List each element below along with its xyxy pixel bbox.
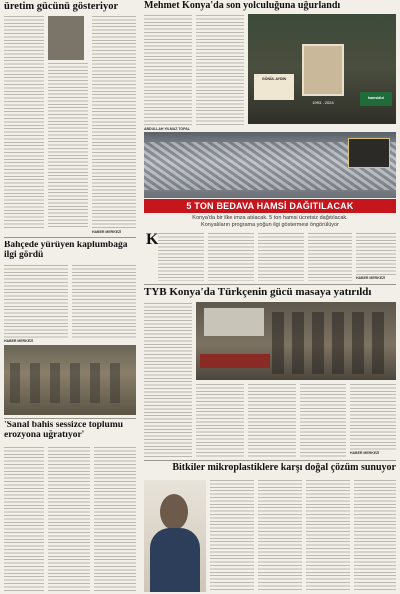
article-text (48, 63, 88, 228)
byline: HABER MERKEZİ (356, 276, 386, 280)
byline: HABER MERKEZİ (92, 230, 122, 234)
bitkiler-headline: Bitkiler mikroplastiklere karşı doğal çözüm sunuyor (172, 463, 396, 473)
table (200, 354, 270, 368)
article-text (72, 265, 136, 339)
turtle-photo (4, 345, 136, 415)
divider (144, 460, 396, 461)
article-text (4, 16, 44, 228)
drop-cap: K (146, 232, 159, 248)
article-text (354, 480, 396, 592)
article-text (350, 384, 396, 450)
head-shape (160, 494, 188, 530)
wreath-card (254, 74, 294, 100)
article-text (196, 15, 244, 125)
hamsi-banner: 5 TON BEDAVA HAMSİ DAĞITILACAK (144, 199, 396, 213)
people-silhouettes (10, 363, 130, 403)
article-text (94, 447, 136, 592)
divider (144, 284, 396, 285)
portrait-photo (48, 16, 84, 60)
body-shape (150, 528, 200, 592)
article-text (4, 265, 68, 339)
portrait-frame (302, 44, 344, 96)
hamsi-subhead-2: Konyalıların programa yoğun ilgi göstermesi öngörülüyor (201, 222, 339, 228)
badge-text: hamsidizi (368, 96, 384, 100)
article-text (258, 480, 302, 592)
wreath-text: GÖNÜL AYDIN (262, 77, 286, 81)
article-text (356, 233, 396, 275)
byline: HABER MERKEZİ (350, 451, 380, 455)
byline: HABER MERKEZİ (4, 339, 34, 343)
woman-portrait (144, 480, 206, 592)
fish-photo (144, 132, 396, 198)
article-text (158, 233, 204, 281)
article-text (258, 233, 304, 281)
article-text (308, 233, 352, 281)
article-text (210, 480, 254, 592)
article-text (144, 15, 192, 125)
divider (4, 237, 136, 238)
top-left-headline: üretim gücünü gösteriyor (4, 1, 119, 12)
article-text (248, 384, 296, 458)
screen (204, 308, 264, 336)
article-text (48, 447, 90, 592)
mehmet-headline: Mehmet Konya'da son yolculuğuna uğurlandı (144, 1, 341, 11)
funeral-photo (248, 14, 396, 124)
ad-box (348, 138, 390, 168)
article-text (306, 480, 350, 592)
people-silhouettes (272, 312, 392, 374)
bahce-headline: Bahçede yürüyen kaplumbağa ilgi gördü (4, 241, 128, 260)
sanal-headline: 'Sanal bahis sessizce toplumu erozyona uğratıyor' (4, 421, 124, 440)
dates-label: 1993 - 2024 (312, 100, 334, 105)
photo-caption: ABDULLAH YILMAZ TOPAL (144, 127, 190, 131)
article-text (300, 384, 346, 458)
badge (360, 92, 392, 106)
article-text (92, 16, 136, 228)
divider (4, 418, 136, 419)
article-text (208, 233, 254, 281)
article-text (196, 384, 244, 458)
article-text (144, 303, 192, 458)
article-text (4, 447, 44, 592)
conference-photo (196, 302, 396, 380)
hamsi-subhead-1: Konya'da bir ilke imza atılacak. 5 ton hamsi ücretsiz dağıtılacak. (192, 215, 348, 221)
tyb-headline: TYB Konya'da Türkçenin gücü masaya yatırıldı (144, 287, 372, 298)
